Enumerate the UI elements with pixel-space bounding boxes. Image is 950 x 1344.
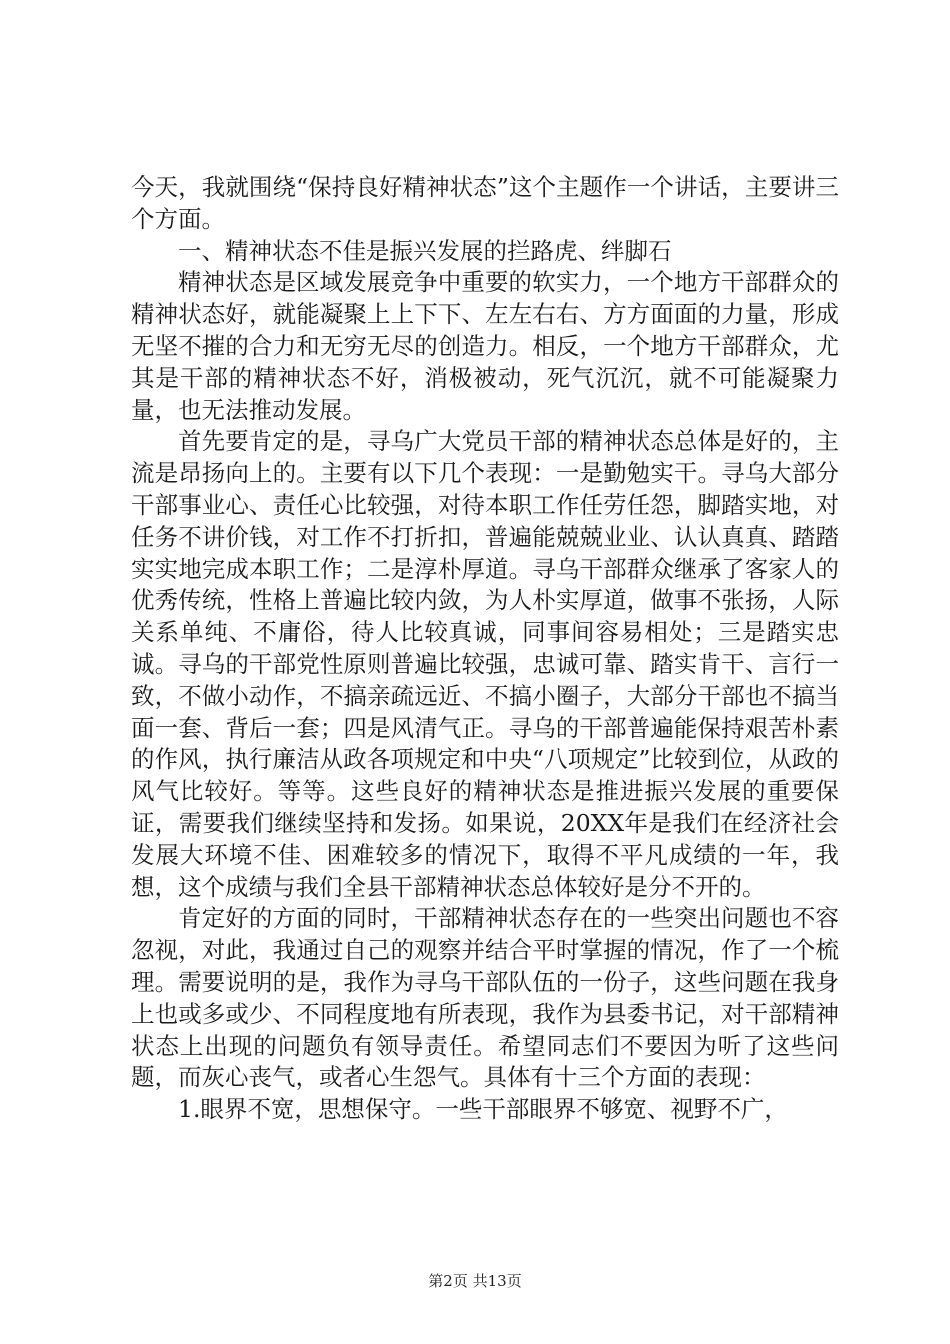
document-body [131, 172, 839, 1126]
list-item: 1.眼界不宽，思想保守。一些干部眼界不够宽、视野不广， [178, 1095, 788, 1124]
section-heading: 一、精神状态不佳是振兴发展的拦路虎、绊脚石 [178, 236, 672, 265]
page-footer: 第2页 共13页 [428, 1272, 522, 1290]
paragraph-intro: 今天，我就围绕“保持良好精神状态”这个主题作一个讲话，主要讲三个方面。 [131, 173, 839, 233]
paragraph: 肯定好的方面的同时，干部精神状态存在的一些突出问题也不容忽视，对此，我通过自己的观察并结合平时掌握的情况，作了一个梳理。需要说明的是，我作为寻乌干部队伍的一份子，这些问题在我身上也或多或少、不同程度地有所表现，我作为县委书记，对干部精神状态上出现的问题负有领导责任。希望同志们不要因为听了这些问题，而灰心丧气，或者心生怨气。具体有十三个方面的表现： [131, 904, 839, 1092]
paragraph: 精神状态是区域发展竞争中重要的软实力，一个地方干部群众的精神状态好，就能凝聚上上下下、左左右右、方方面面的力量，形成无坚不摧的合力和无穷无尽的创造力。相反，一个地方干部群众，尤其是干部的精神状态不好，消极被动，死气沉沉，就不可能凝聚力量，也无法推动发展。 [131, 268, 839, 424]
paragraph: 首先要肯定的是，寻乌广大党员干部的精神状态总体是好的，主流是昂扬向上的。主要有以下几个表现：一是勤勉实干。寻乌大部分干部事业心、责任心比较强，对待本职工作任劳任怨，脚踏实地，对任务不讲价钱，对工作不打折扣，普遍能兢兢业业、认认真真、踏踏实实地完成本职工作；二是淳朴厚道。寻乌干部群众继承了客家人的优秀传统，性格上普遍比较内敛，为人朴实厚道，做事不张扬，人际关系单纯、不庸俗，待人比较真诚，同事间容易相处；三是踏实忠诚。寻乌的干部党性原则普遍比较强，忠诚可靠、踏实肯干、言行一致，不做小动作，不搞亲疏远近、不搞小圈子，大部分干部也不搞当面一套、背后一套；四是风清气正。寻乌的干部普遍能保持艰苦朴素的作风，执行廉洁从政各项规定和中央“八项规定”比较到位，从政的风气比较好。等等。这些良好的精神状态是推进振兴发展的重要保证，需要我们继续坚持和发扬。如果说，20XX年是我们在经济社会发展大环境不佳、困难较多的情况下，取得不平凡成绩的一年，我想，这个成绩与我们全县干部精神状态总体较好是分不开的。 [131, 427, 839, 901]
